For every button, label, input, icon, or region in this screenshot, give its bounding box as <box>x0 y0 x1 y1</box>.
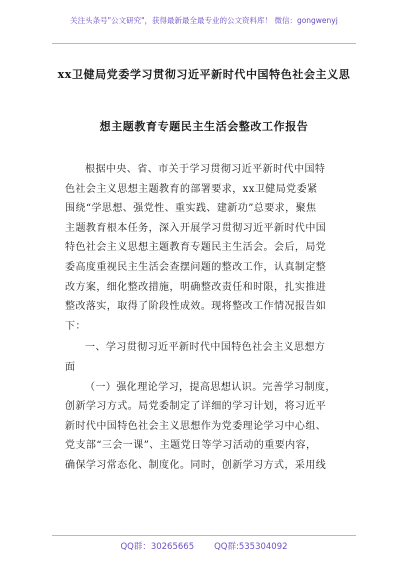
body-line: 主题教育根本任务，深入开展学习贯彻习近平新时代中国 <box>65 222 327 234</box>
footer-qq-group-1: QQ群：30265665 <box>120 542 195 552</box>
body-line: 确保学习常态化、制度化。同时，创新学习方式，采用线 <box>65 459 327 471</box>
body-line: 创新学习方式。局党委制定了详细的学习计划，将习近平 <box>65 401 327 413</box>
footer-divider <box>52 535 356 536</box>
body-line: 整改落实，取得了阶段性成效。现将整改工作情况报告如 <box>65 301 327 313</box>
footer <box>0 541 408 553</box>
body-line: 特色社会主义思想主题教育专题民主生活会。会后，局党 <box>65 242 327 254</box>
header-divider <box>52 43 356 44</box>
section-heading: 一、学习贯彻习近平新时代中国特色社会主义思想方 <box>85 342 326 354</box>
document-body <box>65 160 347 476</box>
header-banner: 关注头条号"公文研究"，获得最新最全最专业的公文资料库！ 微信：gongwenyj <box>70 16 338 25</box>
body-line: 改方案，细化整改措施，明确整改责任和时限，扎实推进 <box>65 281 327 293</box>
document-title-line-1: xx卫健局党委学习贯彻习近平新时代中国特色社会主义思 <box>57 68 351 81</box>
subsection-heading-line: （一）强化理论学习，提高思想认识。完善学习制度， <box>85 381 336 393</box>
body-line: 根据中央、省、市关于学习贯彻习近平新时代中国特 <box>85 164 326 175</box>
body-line: 围绕“学思想、强党性、重实践、建新功”总要求，聚焦 <box>65 203 317 215</box>
body-line: 委高度重视民主生活会查摆问题的整改工作，认真制定整 <box>65 261 327 273</box>
section-heading-continuation: 面 <box>65 361 76 373</box>
document-title-line-2: 想主题教育专题民主生活会整改工作报告 <box>99 120 309 133</box>
body-line: 新时代中国特色社会主义思想作为党委理论学习中心组、 <box>65 420 327 432</box>
footer-qq-group-2: QQ群:535304092 <box>214 542 288 552</box>
body-line: 下： <box>65 320 86 332</box>
body-line: 党支部“三会一课”、主题党日等学习活动的重要内容， <box>65 440 317 452</box>
body-line: 色社会主义思想主题教育的部署要求，xx卫健局党委紧 <box>65 183 318 195</box>
